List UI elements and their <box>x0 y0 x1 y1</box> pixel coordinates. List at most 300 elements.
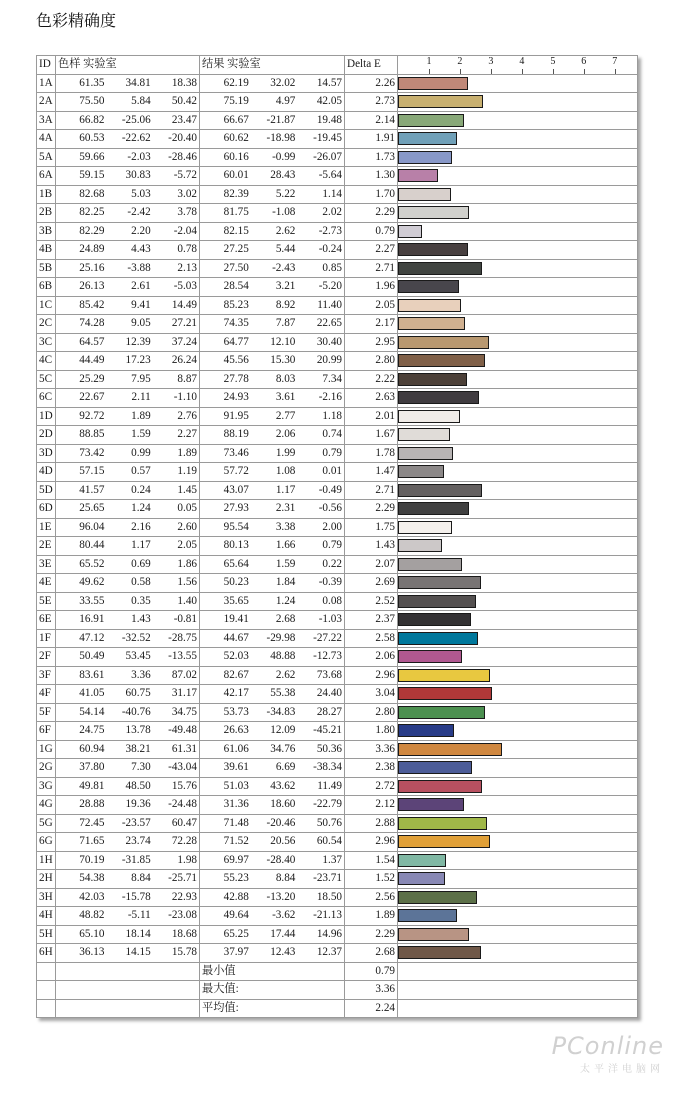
table-row <box>37 888 638 907</box>
summary-row <box>37 981 638 1000</box>
delta-e-value: 2.07 <box>345 555 398 574</box>
result-lab-value: 18.60 <box>270 798 296 811</box>
patch-id: 5D <box>37 481 56 500</box>
sample-lab-value: 3.78 <box>177 206 197 219</box>
color-accuracy-table <box>36 55 638 1018</box>
sample-lab <box>56 703 200 722</box>
x-tick-label: 6 <box>581 56 587 67</box>
sample-lab-value: 73.42 <box>79 446 105 459</box>
sample-lab-value: 8.84 <box>131 872 151 885</box>
result-lab-value: 66.67 <box>223 113 249 126</box>
sample-lab-value: 1.24 <box>131 502 151 515</box>
sample-lab <box>56 888 200 907</box>
table-row <box>37 592 638 611</box>
result-lab-value: 0.79 <box>322 446 342 459</box>
patch-id: 2D <box>37 426 56 445</box>
result-lab-value: 26.63 <box>223 724 249 737</box>
table-row <box>37 185 638 204</box>
result-lab-value: -2.43 <box>272 261 296 274</box>
sample-lab-value: 19.36 <box>125 798 151 811</box>
result-lab-value: 22.65 <box>316 317 342 330</box>
sample-lab-value: 1.86 <box>177 557 197 570</box>
x-tick-mark <box>615 69 616 74</box>
result-lab <box>200 296 345 315</box>
result-lab-value: 0.22 <box>322 557 342 570</box>
bar-cell <box>398 518 638 537</box>
patch-id: 5G <box>37 814 56 833</box>
delta-e-value: 2.95 <box>345 333 398 352</box>
sample-lab <box>56 870 200 889</box>
result-lab-value: 2.31 <box>275 502 296 515</box>
delta-e-value: 2.38 <box>345 759 398 778</box>
patch-id: 6D <box>37 500 56 519</box>
bar-cell <box>398 333 638 352</box>
summary-row <box>37 962 638 981</box>
patch-id: 3F <box>37 666 56 685</box>
summary-label: 平均值: <box>200 999 345 1018</box>
bar-cell <box>398 722 638 741</box>
summary-row <box>37 999 638 1018</box>
patch-id: 1A <box>37 74 56 93</box>
result-lab-value: -0.24 <box>318 243 342 256</box>
result-lab-value: 69.97 <box>223 853 249 866</box>
delta-e-bar <box>398 188 451 201</box>
x-axis <box>398 56 638 75</box>
delta-e-value: 2.73 <box>345 93 398 112</box>
bar-cell <box>398 907 638 926</box>
delta-e-bar <box>398 724 454 737</box>
result-lab <box>200 426 345 445</box>
result-lab-value: 62.19 <box>223 76 249 89</box>
sample-lab-value: -28.75 <box>168 631 197 644</box>
result-lab-value: 0.01 <box>322 465 342 478</box>
sample-lab-value: 14.49 <box>171 298 197 311</box>
result-lab <box>200 148 345 167</box>
bar-cell <box>398 500 638 519</box>
result-lab-value: 71.52 <box>223 835 249 848</box>
table-row <box>37 851 638 870</box>
summary-blank <box>37 962 56 981</box>
result-lab-value: -26.07 <box>313 150 342 163</box>
sample-lab-value: -13.55 <box>168 650 197 663</box>
summary-blank <box>37 981 56 1000</box>
sample-lab-value: 61.31 <box>171 742 197 755</box>
sample-lab-value: 1.98 <box>177 853 197 866</box>
result-lab-value: 31.36 <box>223 798 249 811</box>
result-lab-value: 65.25 <box>223 927 249 940</box>
sample-lab <box>56 370 200 389</box>
sample-lab-value: 2.16 <box>131 520 151 533</box>
result-lab-value: 15.30 <box>270 354 296 367</box>
sample-lab-value: 1.89 <box>177 446 197 459</box>
sample-lab-value: -5.03 <box>173 280 197 293</box>
delta-e-bar <box>398 854 446 867</box>
patch-id: 4B <box>37 241 56 260</box>
summary-chart-blank <box>398 999 638 1018</box>
result-lab <box>200 796 345 815</box>
bar-cell <box>398 426 638 445</box>
delta-e-value: 2.06 <box>345 648 398 667</box>
bar-cell <box>398 629 638 648</box>
summary-value: 0.79 <box>345 962 398 981</box>
sample-lab-value: 85.42 <box>79 298 105 311</box>
summary-label: 最小值 <box>200 962 345 981</box>
sample-lab-value: -0.81 <box>173 613 197 626</box>
result-lab-value: 2.62 <box>275 224 296 237</box>
delta-e-bar <box>398 928 469 941</box>
bar-cell <box>398 74 638 93</box>
result-lab-value: 24.93 <box>223 391 249 404</box>
result-lab-value: 12.09 <box>270 724 296 737</box>
delta-e-value: 2.72 <box>345 777 398 796</box>
sample-lab <box>56 204 200 223</box>
sample-lab-value: 2.05 <box>177 539 197 552</box>
bar-cell <box>398 666 638 685</box>
patch-id: 2H <box>37 870 56 889</box>
patch-id: 4E <box>37 574 56 593</box>
sample-lab-value: -3.88 <box>127 261 151 274</box>
result-lab-value: -38.34 <box>313 761 342 774</box>
result-lab-value: 57.72 <box>223 465 249 478</box>
sample-lab-value: 59.66 <box>79 150 105 163</box>
delta-e-value: 2.69 <box>345 574 398 593</box>
bar-cell <box>398 759 638 778</box>
sample-lab-value: 25.29 <box>79 372 105 385</box>
patch-id: 3E <box>37 555 56 574</box>
delta-e-value: 2.37 <box>345 611 398 630</box>
sample-lab-value: 0.24 <box>131 483 151 496</box>
bar-cell <box>398 870 638 889</box>
result-lab-value: -22.79 <box>313 798 342 811</box>
x-tick-label: 4 <box>519 56 525 67</box>
bar-cell <box>398 777 638 796</box>
result-lab-value: -12.73 <box>313 650 342 663</box>
table-row <box>37 907 638 926</box>
sample-lab <box>56 481 200 500</box>
result-lab-value: -21.87 <box>266 113 296 126</box>
x-tick-label: 1 <box>426 56 432 67</box>
result-lab <box>200 851 345 870</box>
sample-lab-value: 22.93 <box>171 890 197 903</box>
sample-lab-value: 1.40 <box>177 594 197 607</box>
sample-lab-value: 1.59 <box>131 428 151 441</box>
result-lab-value: 1.99 <box>275 446 296 459</box>
header-result: 结果 实验室 <box>200 56 345 75</box>
result-lab <box>200 777 345 796</box>
result-lab-value: 27.50 <box>223 261 249 274</box>
bar-cell <box>398 241 638 260</box>
table-row <box>37 389 638 408</box>
sample-lab <box>56 592 200 611</box>
sample-lab-value: -5.72 <box>173 169 197 182</box>
sample-lab-value: 15.78 <box>171 946 197 959</box>
sample-lab-value: 15.76 <box>171 779 197 792</box>
delta-e-value: 1.67 <box>345 426 398 445</box>
result-lab-value: 4.97 <box>275 95 296 108</box>
table-row <box>37 500 638 519</box>
result-lab-value: 2.02 <box>322 206 342 219</box>
sample-lab-value: 47.12 <box>79 631 105 644</box>
result-lab-value: 8.03 <box>275 372 296 385</box>
sample-lab-value: 0.35 <box>131 594 151 607</box>
delta-e-value: 2.56 <box>345 888 398 907</box>
patch-id: 1D <box>37 407 56 426</box>
delta-e-value: 2.05 <box>345 296 398 315</box>
table-row <box>37 722 638 741</box>
result-lab-value: 1.24 <box>275 594 296 607</box>
sample-lab-value: 22.67 <box>79 391 105 404</box>
sample-lab-value: 57.15 <box>79 465 105 478</box>
result-lab <box>200 241 345 260</box>
result-lab-value: 60.16 <box>223 150 249 163</box>
result-lab <box>200 925 345 944</box>
x-tick-mark <box>460 69 461 74</box>
result-lab <box>200 370 345 389</box>
sample-lab-value: 7.30 <box>131 761 151 774</box>
delta-e-value: 2.12 <box>345 796 398 815</box>
table-row <box>37 481 638 500</box>
result-lab-value: 43.62 <box>270 779 296 792</box>
sample-lab-value: 37.80 <box>79 761 105 774</box>
delta-e-value: 1.70 <box>345 185 398 204</box>
table-row <box>37 130 638 149</box>
result-lab-value: 8.92 <box>275 298 296 311</box>
table-row <box>37 518 638 537</box>
patch-id: 6H <box>37 944 56 963</box>
sample-lab-value: 44.49 <box>79 354 105 367</box>
bar-cell <box>398 574 638 593</box>
sample-lab-value: 37.24 <box>171 335 197 348</box>
result-lab-value: 2.62 <box>275 668 296 681</box>
patch-id: 6E <box>37 611 56 630</box>
patch-id: 1E <box>37 518 56 537</box>
result-lab-value: 3.38 <box>275 520 296 533</box>
result-lab-value: 0.08 <box>322 594 342 607</box>
sample-lab <box>56 851 200 870</box>
patch-id: 2C <box>37 315 56 334</box>
sample-lab-value: 36.13 <box>79 946 105 959</box>
sample-lab-value: 18.38 <box>171 76 197 89</box>
delta-e-bar <box>398 77 468 90</box>
sample-lab-value: 3.36 <box>131 668 151 681</box>
result-lab-value: 1.17 <box>275 483 296 496</box>
delta-e-bar <box>398 95 483 108</box>
sample-lab-value: 75.50 <box>79 95 105 108</box>
bar-cell <box>398 93 638 112</box>
patch-id: 2G <box>37 759 56 778</box>
sample-lab-value: 54.38 <box>79 872 105 885</box>
sample-lab-value: -5.11 <box>127 909 151 922</box>
patch-id: 4H <box>37 907 56 926</box>
result-lab-value: 19.41 <box>223 613 249 626</box>
patch-id: 2B <box>37 204 56 223</box>
sample-lab-value: 66.82 <box>79 113 105 126</box>
sample-lab <box>56 518 200 537</box>
sample-lab-value: -25.71 <box>168 872 197 885</box>
delta-e-value: 2.71 <box>345 481 398 500</box>
result-lab-value: -2.73 <box>318 224 342 237</box>
bar-cell <box>398 592 638 611</box>
result-lab-value: -29.98 <box>266 631 296 644</box>
x-tick-label: 3 <box>488 56 494 67</box>
result-lab-value: 88.19 <box>223 428 249 441</box>
sample-lab-value: -28.46 <box>168 150 197 163</box>
result-lab-value: 37.97 <box>223 946 249 959</box>
result-lab-value: 60.54 <box>316 835 342 848</box>
result-lab-value: 45.56 <box>223 354 249 367</box>
delta-e-value: 1.96 <box>345 278 398 297</box>
result-lab <box>200 74 345 93</box>
result-lab-value: 50.36 <box>316 742 342 755</box>
result-lab-value: -1.08 <box>272 206 296 219</box>
sample-lab-value: 28.88 <box>79 798 105 811</box>
sample-lab <box>56 389 200 408</box>
sample-lab-value: 38.21 <box>125 742 151 755</box>
delta-e-value: 2.17 <box>345 315 398 334</box>
result-lab <box>200 907 345 926</box>
x-tick-mark <box>584 69 585 74</box>
sample-lab-value: -1.10 <box>173 391 197 404</box>
sample-lab-value: 3.02 <box>177 187 197 200</box>
patch-id: 6F <box>37 722 56 741</box>
patch-id: 1C <box>37 296 56 315</box>
sample-lab <box>56 611 200 630</box>
sample-lab <box>56 537 200 556</box>
sample-lab <box>56 148 200 167</box>
delta-e-bar <box>398 558 462 571</box>
x-tick-mark <box>429 69 430 74</box>
delta-e-bar <box>398 817 487 830</box>
summary-label: 最大值: <box>200 981 345 1000</box>
sample-lab-value: -23.08 <box>168 909 197 922</box>
sample-lab <box>56 555 200 574</box>
delta-e-bar <box>398 465 444 478</box>
summary-value: 3.36 <box>345 981 398 1000</box>
patch-id: 4D <box>37 463 56 482</box>
sample-lab-value: 23.47 <box>171 113 197 126</box>
sample-lab-value: 7.95 <box>131 372 151 385</box>
patch-id: 1G <box>37 740 56 759</box>
table-row <box>37 315 638 334</box>
table-row <box>37 925 638 944</box>
result-lab-value: 65.64 <box>223 557 249 570</box>
bar-cell <box>398 463 638 482</box>
result-lab-value: 75.19 <box>223 95 249 108</box>
bar-cell <box>398 296 638 315</box>
table-row <box>37 259 638 278</box>
sample-lab-value: 23.74 <box>125 835 151 848</box>
delta-e-bar <box>398 447 453 460</box>
sample-lab-value: 0.99 <box>131 446 151 459</box>
sample-lab <box>56 796 200 815</box>
summary-chart-blank <box>398 981 638 1000</box>
result-lab-value: 39.61 <box>223 761 249 774</box>
bar-cell <box>398 315 638 334</box>
sample-lab-value: -20.40 <box>168 132 197 145</box>
result-lab-value: 61.06 <box>223 742 249 755</box>
delta-e-bar <box>398 946 481 959</box>
result-lab <box>200 629 345 648</box>
result-lab-value: 2.00 <box>322 520 342 533</box>
sample-lab <box>56 814 200 833</box>
result-lab-value: 7.34 <box>322 372 342 385</box>
patch-id: 5E <box>37 592 56 611</box>
delta-e-value: 2.14 <box>345 111 398 130</box>
delta-e-value: 2.27 <box>345 241 398 260</box>
delta-e-bar <box>398 280 459 293</box>
result-lab-value: 28.43 <box>270 169 296 182</box>
bar-cell <box>398 481 638 500</box>
sample-lab-value: 92.72 <box>79 409 105 422</box>
result-lab <box>200 130 345 149</box>
result-lab-value: 2.68 <box>275 613 296 626</box>
sample-lab-value: 41.57 <box>79 483 105 496</box>
table-row <box>37 241 638 260</box>
sample-lab-value: 1.45 <box>177 483 197 496</box>
sample-lab-value: 96.04 <box>79 520 105 533</box>
bar-cell <box>398 888 638 907</box>
bar-cell <box>398 833 638 852</box>
table-row <box>37 204 638 223</box>
bar-cell <box>398 130 638 149</box>
x-tick-mark <box>491 69 492 74</box>
delta-e-value: 2.29 <box>345 204 398 223</box>
watermark <box>552 1032 664 1075</box>
patch-id: 5B <box>37 259 56 278</box>
result-lab <box>200 167 345 186</box>
sample-lab-value: -2.03 <box>127 150 151 163</box>
delta-e-value: 2.96 <box>345 666 398 685</box>
sample-lab-value: 64.57 <box>79 335 105 348</box>
delta-e-bar <box>398 373 467 386</box>
sample-lab-value: 1.89 <box>131 409 151 422</box>
sample-lab <box>56 278 200 297</box>
result-lab-value: -18.98 <box>266 132 296 145</box>
delta-e-bar <box>398 835 490 848</box>
sample-lab-value: 25.16 <box>79 261 105 274</box>
result-lab <box>200 648 345 667</box>
result-lab-value: 28.54 <box>223 280 249 293</box>
result-lab-value: 3.21 <box>275 280 296 293</box>
result-lab-value: 17.44 <box>270 927 296 940</box>
sample-lab-value: -43.04 <box>168 761 197 774</box>
delta-e-bar <box>398 706 485 719</box>
sample-lab-value: 27.21 <box>171 317 197 330</box>
sample-lab-value: 88.85 <box>79 428 105 441</box>
bar-cell <box>398 555 638 574</box>
result-lab <box>200 592 345 611</box>
table-row <box>37 74 638 93</box>
delta-e-value: 3.04 <box>345 685 398 704</box>
result-lab <box>200 740 345 759</box>
delta-e-value: 2.29 <box>345 925 398 944</box>
sample-lab-value: 80.44 <box>79 539 105 552</box>
delta-e-value: 1.89 <box>345 907 398 926</box>
sample-lab-value: 59.15 <box>79 169 105 182</box>
sample-lab-value: 1.43 <box>131 613 151 626</box>
table-row <box>37 666 638 685</box>
patch-id: 1B <box>37 185 56 204</box>
sample-lab-value: 0.57 <box>131 465 151 478</box>
sample-lab-value: 5.03 <box>131 187 151 200</box>
sample-lab-value: 18.68 <box>171 927 197 940</box>
result-lab-value: 11.49 <box>317 779 342 792</box>
bar-cell <box>398 370 638 389</box>
result-lab-value: 30.40 <box>316 335 342 348</box>
bar-cell <box>398 389 638 408</box>
header-id: ID <box>37 56 56 75</box>
x-tick-label: 7 <box>612 56 618 67</box>
